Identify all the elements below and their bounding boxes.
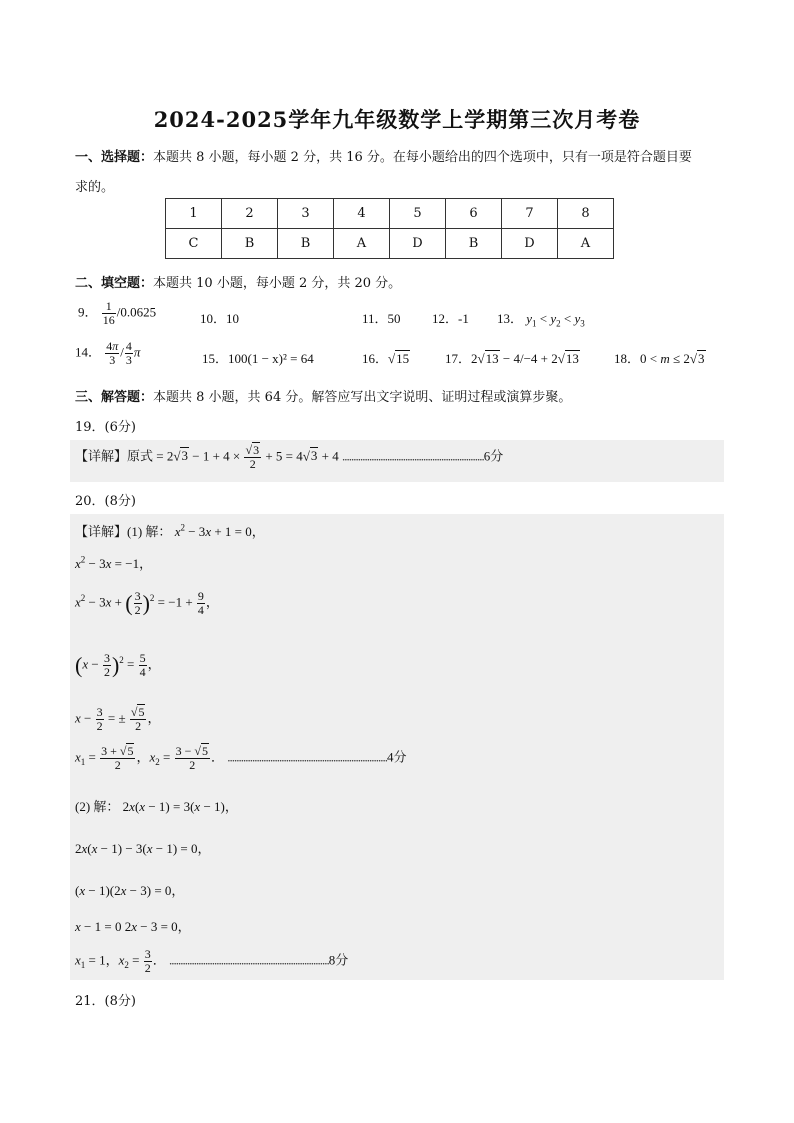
- score: 4分: [387, 749, 407, 765]
- q20-label: 20．(8分): [75, 494, 136, 509]
- section1-title: 一、选择题：: [75, 150, 154, 165]
- q20-step: 2x(x − 1) − 3(x − 1) = 0，: [75, 841, 211, 856]
- detail-tag: 【详解】原式: [75, 448, 154, 464]
- section3-heading: [75, 386, 571, 405]
- detail-tag: 【详解】: [75, 524, 128, 539]
- table-cell: 6: [446, 199, 502, 229]
- table-cell: B: [222, 229, 278, 259]
- answer-q16: 16．√15: [362, 351, 410, 366]
- section1-desc: 本题共 8 小题，每小题 2 分，共 16 分。在每小题给出的四个选项中，只有一项是符合题目要: [153, 150, 692, 165]
- answer-table: [165, 198, 614, 259]
- table-cell: D: [390, 229, 446, 259]
- page-title: 2024-2025学年九年级数学上学期第三次月考卷: [153, 107, 641, 132]
- q20-step: x − 1 = 0 2x − 3 = 0，: [75, 919, 191, 934]
- section3-desc: 本题共 8 小题，共 64 分。解答应写出文字说明、证明过程或演算步聚。: [153, 390, 572, 405]
- part-label: (2) 解：: [75, 799, 120, 814]
- q21-label: 21．(8分): [75, 994, 136, 1009]
- part-label: (1) 解：: [127, 524, 172, 539]
- q20-step: x − $\frac{3}{2}$ = ± $\frac{√5}{2}$ ，: [75, 705, 161, 733]
- q20-step: (x − $\frac{3}{2}$ )$^2$ = $\frac{5}{4}$ ，: [75, 651, 161, 679]
- section1-heading: [75, 146, 692, 165]
- q20-step: $x^2 - 3x = -1$，: [75, 554, 153, 571]
- table-cell: 1: [166, 199, 222, 229]
- q13-label: 13．: [497, 311, 524, 326]
- section2-title: 二、填空题：: [75, 276, 154, 291]
- score: 8分: [328, 952, 349, 968]
- answer-q15: [202, 348, 314, 367]
- table-cell: A: [558, 229, 614, 259]
- q16-label: 16．: [362, 351, 389, 366]
- fraction: $\frac{1}{16}$: [102, 299, 115, 327]
- table-cell: 4: [334, 199, 390, 229]
- q9-label: 9．: [78, 304, 98, 320]
- section1-desc-cont: 求的。: [75, 180, 115, 195]
- q20-step: $x^2 - 3x$ + ( $\frac{3}{2}$ )$^2$ = −1 + $\frac{9}{4}$ ，: [75, 589, 219, 617]
- table-cell: C: [166, 229, 222, 259]
- answer-q12: 12．-1: [432, 311, 469, 326]
- table-cell: 3: [278, 199, 334, 229]
- score: 6分: [483, 448, 504, 464]
- answer-q11: 11．50: [362, 311, 401, 326]
- table-cell: 2: [222, 199, 278, 229]
- answer-q13: 13． $y_1 < y_2 < y_3$: [497, 311, 585, 329]
- q20-step: $x_1 = 1$，$x_2$ = $\frac{3}{2}$ ． .......................................................................8分: [75, 947, 349, 975]
- q15-expr: 100(1 − x)² = 64: [228, 351, 314, 366]
- answer-table-answer-row: [166, 229, 614, 259]
- q15-label: 15．: [202, 351, 229, 366]
- q20-step: $x_1$ = $\frac{3 + √5}{2}$ ，$x_2$ = $\frac{3 - √5}{2}$ ． .......................................................................4分: [75, 744, 407, 772]
- answer-table-header-row: [166, 199, 614, 229]
- answer-q17: 17．2√13 − 4/−4 + 2√13: [445, 351, 579, 366]
- section3-title: 三、解答题：: [75, 390, 154, 405]
- q19-solution: 【详解】原式 = 2√3 − 1 + 4 × $\frac{√3}{2}$ + 5 = 4√3 + 4 ...............................................................6分: [75, 443, 504, 471]
- table-cell: 7: [502, 199, 558, 229]
- answer-q10: 10．10: [200, 311, 240, 326]
- table-cell: A: [334, 229, 390, 259]
- table-cell: B: [446, 229, 502, 259]
- q19-label: 19．(6分): [75, 420, 136, 435]
- q20-step: (2) 解： 2x(x − 1) = 3(x − 1)，: [75, 799, 238, 814]
- q14-label: 14．: [75, 344, 102, 360]
- section2-heading: [75, 272, 401, 291]
- answer-q9: [78, 300, 156, 327]
- q17-label: 17．: [445, 351, 472, 366]
- table-cell: 8: [558, 199, 614, 229]
- table-cell: 5: [390, 199, 446, 229]
- q20-step: (x − 1)(2x − 3) = 0，: [75, 883, 185, 898]
- table-cell: D: [502, 229, 558, 259]
- q9-alt: /0.0625: [116, 304, 157, 320]
- table-cell: B: [278, 229, 334, 259]
- q20-step: 【详解】(1) 解： $x^2 - 3x + 1 = 0$，: [75, 522, 265, 539]
- answer-q18: 18．0 < m ≤ 2√3: [614, 351, 705, 366]
- q18-label: 18．: [614, 351, 641, 366]
- answer-q14: 14． $\frac{4\pi}{3}$ / $\frac{4}{3}$ π: [75, 339, 141, 367]
- section2-desc: 本题共 10 小题，每小题 2 分，共 20 分。: [153, 276, 402, 291]
